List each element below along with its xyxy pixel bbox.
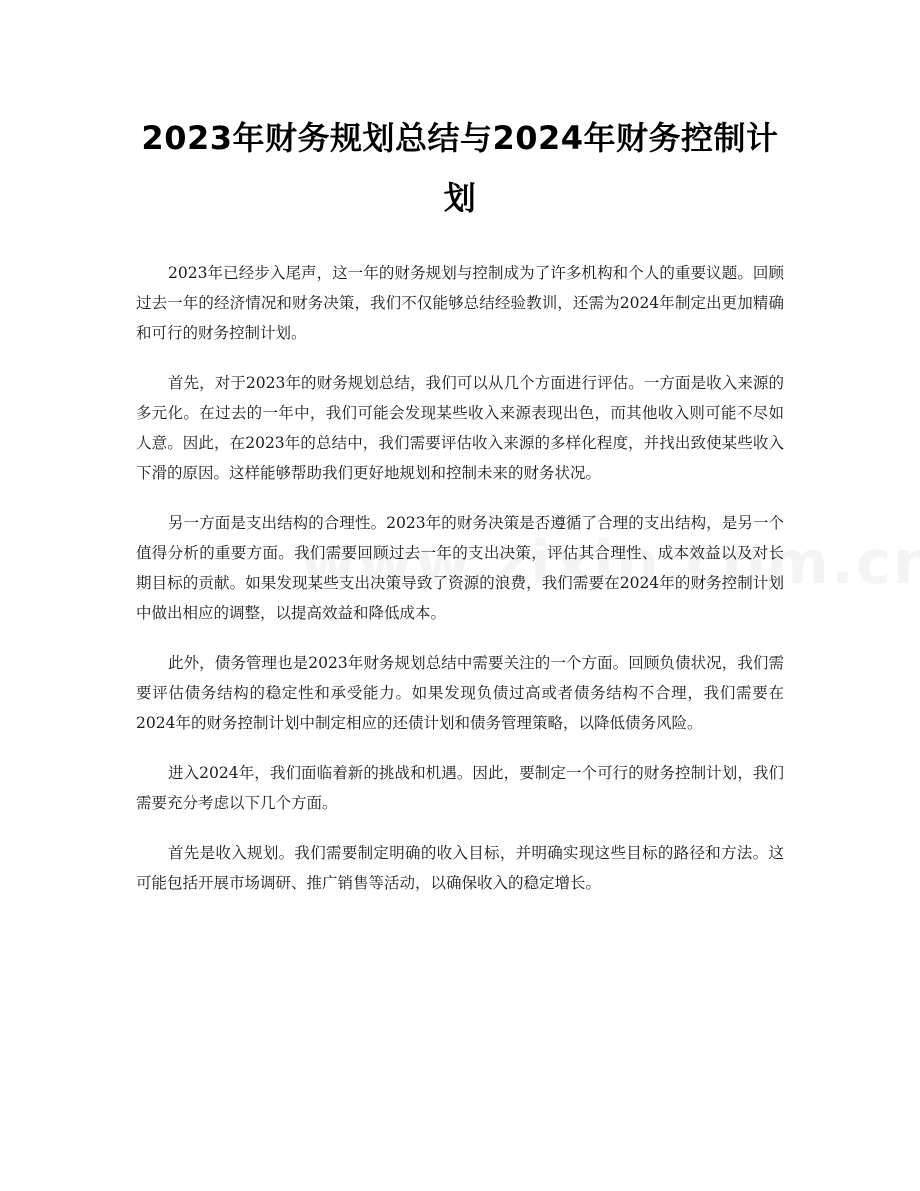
document-title: 2023年财务规划总结与2024年财务控制计划 [141, 119, 779, 217]
document-body [136, 258, 784, 898]
paragraph-3: 另一方面是支出结构的合理性。2023年的财务决策是否遵循了合理的支出结构，是另一个值得分析的重要方面。我们需要回顾过去一年的支出决策，评估其合理性、成本效益以及对长期目标的贡献。如果发现某些支出决策导致了资源的浪费，我们需要在2024年的财务控制计划中做出相应的调整，以提高效益和降低成本。 [136, 514, 784, 622]
paragraph-6: 首先是收入规划。我们需要制定明确的收入目标，并明确实现这些目标的路径和方法。这可能包括开展市场调研、推广销售等活动，以确保收入的稳定增长。 [136, 844, 784, 892]
paragraph-2: 首先，对于2023年的财务规划总结，我们可以从几个方面进行评估。一方面是收入来源的多元化。在过去的一年中，我们可能会发现某些收入来源表现出色，而其他收入则可能不尽如人意。因此，在2023年的总结中，我们需要评估收入来源的多样化程度，并找出致使某些收入下滑的原因。这样能够帮助我们更好地规划和控制未来的财务状况。 [136, 374, 784, 482]
paragraph-4: 此外，债务管理也是2023年财务规划总结中需要关注的一个方面。回顾负债状况，我们需要评估债务结构的稳定性和承受能力。如果发现负债过高或者债务结构不合理，我们需要在2024年的财务控制计划中制定相应的还债计划和债务管理策略，以降低债务风险。 [136, 654, 784, 732]
paragraph-1: 2023年已经步入尾声，这一年的财务规划与控制成为了许多机构和个人的重要议题。回顾过去一年的经济情况和财务决策，我们不仅能够总结经验教训，还需为2024年制定出更加精确和可行的财务控制计划。 [136, 264, 784, 342]
paragraph-5: 进入2024年，我们面临着新的挑战和机遇。因此，要制定一个可行的财务控制计划，我们需要充分考虑以下几个方面。 [136, 764, 784, 812]
